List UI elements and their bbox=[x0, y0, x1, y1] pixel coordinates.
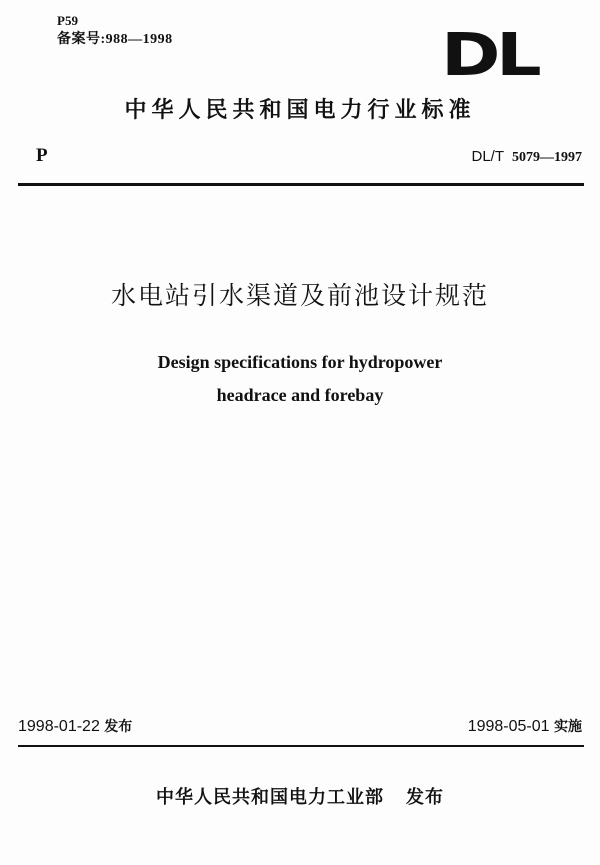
issue-date-label: 发布 bbox=[104, 719, 133, 735]
effective-date bbox=[468, 716, 582, 738]
publisher bbox=[0, 784, 600, 812]
document-title-english bbox=[0, 346, 600, 412]
footer-divider bbox=[18, 745, 584, 747]
dl-logo: DL bbox=[441, 21, 538, 90]
english-title-line-2: headrace and forebay bbox=[216, 385, 384, 405]
publisher-name: 中华人民共和国电力工业部 bbox=[156, 787, 384, 808]
standard-code-prefix: DL/T bbox=[471, 148, 504, 165]
english-title-line-1: Design specifications for hydropower bbox=[157, 352, 443, 372]
standard-code bbox=[471, 146, 582, 169]
document-title-chinese: 水电站引水渠道及前池设计规范 bbox=[110, 281, 489, 310]
effective-date-value: 1998-05-01 bbox=[467, 718, 550, 735]
issue-date-value: 1998-01-22 bbox=[18, 718, 100, 735]
effective-date-label: 实施 bbox=[554, 719, 582, 735]
header-divider bbox=[18, 183, 584, 186]
issue-date bbox=[18, 716, 132, 738]
classification-code: P59 bbox=[57, 13, 78, 28]
standard-code-number: 5079—1997 bbox=[512, 150, 582, 165]
category-letter: P bbox=[36, 145, 48, 166]
publisher-action: 发布 bbox=[406, 787, 444, 808]
standard-title: 中华人民共和国电力行业标准 bbox=[124, 97, 476, 123]
filing-number: 备案号:988—1998 bbox=[57, 32, 173, 47]
